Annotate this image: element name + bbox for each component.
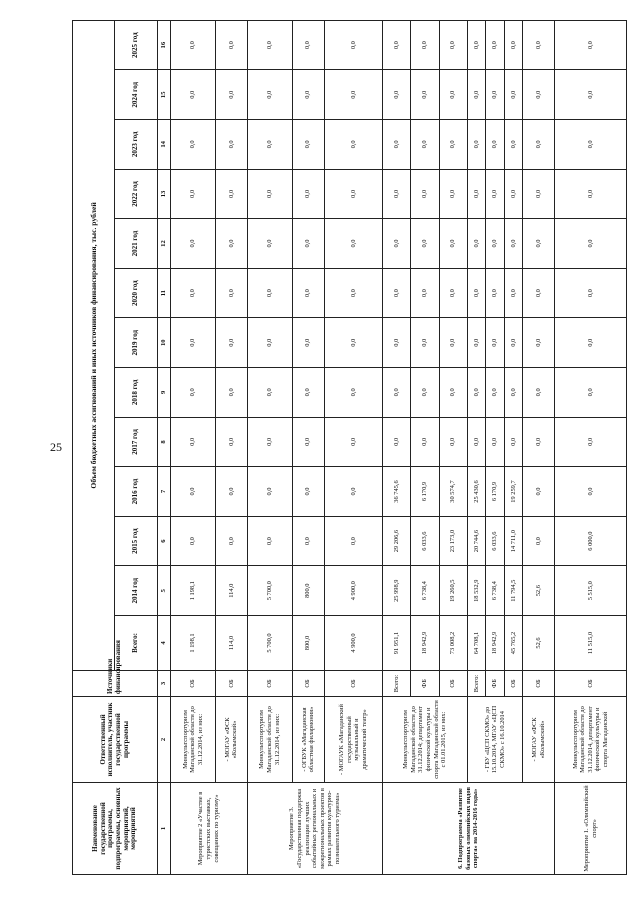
value-cell: 0,0 — [523, 417, 555, 467]
value-cell: 0,0 — [439, 318, 467, 368]
value-cell: 0,0 — [247, 318, 292, 368]
value-cell: 0,0 — [439, 417, 467, 467]
value-cell: 0,0 — [439, 70, 467, 120]
value-cell: 0,0 — [523, 120, 555, 170]
value-cell: 0,0 — [486, 20, 505, 70]
budget-table-rotated — [72, 20, 627, 875]
value-cell: 0,0 — [215, 318, 247, 368]
value-cell: 6 033,6 — [486, 516, 505, 566]
value-cell: 0,0 — [292, 219, 324, 269]
value-cell: 0,0 — [215, 417, 247, 467]
column-number: 1 — [157, 783, 170, 875]
table-row — [555, 20, 627, 874]
value-cell: 0,0 — [504, 219, 523, 269]
value-cell: 0,0 — [486, 318, 505, 368]
table-row — [324, 20, 382, 874]
header-year: 2015 год — [115, 516, 157, 566]
header-year: 2024 год — [115, 70, 157, 120]
value-cell: 800,0 — [292, 616, 324, 671]
value-cell: 0,0 — [439, 20, 467, 70]
value-cell: 0,0 — [170, 516, 215, 566]
header-year: 2021 год — [115, 219, 157, 269]
value-cell: 6 738,4 — [486, 566, 505, 616]
value-cell: 0,0 — [411, 268, 439, 318]
value-cell: 0,0 — [215, 70, 247, 120]
value-cell: 0,0 — [215, 467, 247, 517]
value-cell: 0,0 — [439, 219, 467, 269]
value-cell: 0,0 — [486, 368, 505, 418]
value-cell: 0,0 — [486, 70, 505, 120]
value-cell: 0,0 — [324, 219, 382, 269]
value-cell: 6 033,6 — [411, 516, 439, 566]
value-cell: 0,0 — [486, 169, 505, 219]
value-cell: 0,0 — [324, 318, 382, 368]
value-cell: 0,0 — [555, 368, 627, 418]
executor-cell: - МОГАУ «ФСК «Колымский» — [523, 697, 555, 783]
header-year: 2018 год — [115, 368, 157, 418]
value-cell: 29 206,6 — [383, 516, 411, 566]
value-cell: 114,0 — [215, 566, 247, 616]
source-cell: ОБ — [292, 671, 324, 697]
value-cell: 0,0 — [555, 20, 627, 70]
value-cell: 0,0 — [247, 368, 292, 418]
column-number: 11 — [157, 268, 170, 318]
value-cell: 0,0 — [555, 417, 627, 467]
value-cell: 0,0 — [504, 169, 523, 219]
value-cell: 5 700,0 — [247, 566, 292, 616]
value-cell: 0,0 — [383, 417, 411, 467]
value-cell: 0,0 — [467, 169, 486, 219]
value-cell: 1 198,1 — [170, 616, 215, 671]
column-number: 6 — [157, 516, 170, 566]
table-row — [170, 20, 215, 874]
value-cell: 0,0 — [411, 219, 439, 269]
value-cell: 0,0 — [170, 20, 215, 70]
value-cell: 0,0 — [411, 368, 439, 418]
value-cell: 0,0 — [383, 120, 411, 170]
value-cell: 0,0 — [247, 20, 292, 70]
value-cell: 0,0 — [292, 368, 324, 418]
page-number: 25 — [50, 440, 62, 454]
value-cell: 0,0 — [467, 219, 486, 269]
value-cell: 64 708,1 — [467, 616, 486, 671]
column-number: 8 — [157, 417, 170, 467]
value-cell: 0,0 — [247, 417, 292, 467]
value-cell: 5 515,0 — [555, 566, 627, 616]
value-cell: 19 259,7 — [504, 467, 523, 517]
value-cell: 5 700,0 — [247, 616, 292, 671]
executor-cell: Минкультспортуризм Магаданской области до 31.12.2014, департамент физической культуры и спорта Магаданской — [555, 697, 627, 783]
source-cell: ОБ — [247, 671, 292, 697]
budget-table — [72, 20, 627, 875]
source-cell: ОБ — [555, 671, 627, 697]
source-cell: ОБ — [324, 671, 382, 697]
value-cell: 0,0 — [383, 318, 411, 368]
source-cell: ФБ — [486, 671, 505, 697]
value-cell: 0,0 — [555, 268, 627, 318]
measure-name: Мероприятие 3. «Государственная поддержка реализации лучших событийных региональных и межрегиональных проектов в рамках развития культурно-познавательного туризма» — [247, 783, 382, 875]
value-cell: 18 942,9 — [486, 616, 505, 671]
value-cell: 0,0 — [439, 120, 467, 170]
source-cell: ФБ — [411, 671, 439, 697]
value-cell: 114,0 — [215, 616, 247, 671]
column-number: 14 — [157, 120, 170, 170]
value-cell: 0,0 — [292, 318, 324, 368]
value-cell: 800,0 — [292, 566, 324, 616]
value-cell: 0,0 — [215, 120, 247, 170]
value-cell: 0,0 — [486, 120, 505, 170]
value-cell: 0,0 — [292, 516, 324, 566]
header-executor: Ответственный исполнитель, участник государственной программы — [73, 697, 158, 783]
source-cell: ОБ — [170, 671, 215, 697]
value-cell: 0,0 — [523, 368, 555, 418]
value-cell: 0,0 — [170, 417, 215, 467]
header-volume: Объем бюджетных ассигнований и иных источников финансирования, тыс. рублей — [73, 20, 115, 670]
header-year: 2023 год — [115, 120, 157, 170]
value-cell: 0,0 — [411, 417, 439, 467]
value-cell: 0,0 — [523, 467, 555, 517]
value-cell: 0,0 — [247, 268, 292, 318]
value-cell: 0,0 — [247, 120, 292, 170]
value-cell: 6 170,9 — [486, 467, 505, 517]
value-cell: 0,0 — [215, 169, 247, 219]
value-cell: 1 198,1 — [170, 566, 215, 616]
value-cell: 0,0 — [523, 219, 555, 269]
value-cell: 18 942,9 — [411, 616, 439, 671]
value-cell: 0,0 — [383, 219, 411, 269]
value-cell: 0,0 — [411, 20, 439, 70]
value-cell: 0,0 — [324, 120, 382, 170]
executor-cell: - ГБУ «ЦСП СКМО» до 15.10.2014, МГАУ «ЦСП СКМО» с 16.10.2014 — [467, 697, 523, 783]
measure-name: Мероприятие 1. «Олимпийский спорт» — [555, 783, 627, 875]
value-cell: 0,0 — [324, 268, 382, 318]
header-source: Источники финансирования — [73, 671, 158, 697]
value-cell: 23 173,0 — [439, 516, 467, 566]
value-cell: 0,0 — [467, 417, 486, 467]
value-cell: 25 998,9 — [383, 566, 411, 616]
value-cell: 0,0 — [486, 219, 505, 269]
value-cell: 0,0 — [504, 120, 523, 170]
column-number: 5 — [157, 566, 170, 616]
value-cell: 0,0 — [247, 219, 292, 269]
value-cell: 0,0 — [247, 467, 292, 517]
value-cell: 0,0 — [555, 169, 627, 219]
source-cell: Всего: — [467, 671, 486, 697]
value-cell: 0,0 — [215, 268, 247, 318]
source-cell: ОБ — [439, 671, 467, 697]
value-cell: 0,0 — [555, 467, 627, 517]
value-cell: 0,0 — [170, 318, 215, 368]
value-cell: 0,0 — [324, 417, 382, 467]
value-cell: 0,0 — [439, 368, 467, 418]
measure-name: Мероприятие 2 «Участие в туристских выставках, совещаниях по туризму» — [170, 783, 247, 875]
table-body — [73, 20, 627, 874]
value-cell: 0,0 — [324, 20, 382, 70]
value-cell: 0,0 — [324, 70, 382, 120]
value-cell: 4 900,0 — [324, 616, 382, 671]
source-cell: ОБ — [523, 671, 555, 697]
value-cell: 0,0 — [292, 70, 324, 120]
value-cell: 0,0 — [555, 219, 627, 269]
value-cell: 0,0 — [215, 219, 247, 269]
value-cell: 0,0 — [170, 219, 215, 269]
table-row — [523, 20, 555, 874]
value-cell: 6 738,4 — [411, 566, 439, 616]
header-name: Наименование государственной программы, подпрограммы, основных мероприятий, мероприятий — [73, 783, 158, 875]
value-cell: 0,0 — [504, 318, 523, 368]
value-cell: 0,0 — [383, 169, 411, 219]
value-cell: 0,0 — [170, 70, 215, 120]
value-cell: 0,0 — [292, 467, 324, 517]
table-row — [383, 20, 411, 874]
value-cell: 0,0 — [215, 20, 247, 70]
header-year: 2014 год — [115, 566, 157, 616]
value-cell: 0,0 — [383, 20, 411, 70]
column-number: 7 — [157, 467, 170, 517]
value-cell: 0,0 — [467, 368, 486, 418]
table-row — [292, 20, 324, 874]
value-cell: 0,0 — [215, 516, 247, 566]
source-cell: ОБ — [504, 671, 523, 697]
header-year: 2019 год — [115, 318, 157, 368]
value-cell: 0,0 — [215, 368, 247, 418]
value-cell: 0,0 — [523, 20, 555, 70]
value-cell: 0,0 — [170, 268, 215, 318]
value-cell: 0,0 — [523, 169, 555, 219]
column-number: 2 — [157, 697, 170, 783]
value-cell: 25 430,6 — [467, 467, 486, 517]
value-cell: 0,0 — [324, 368, 382, 418]
value-cell: 0,0 — [411, 70, 439, 120]
value-cell: 18 532,9 — [467, 566, 486, 616]
header-year: 2025 год — [115, 20, 157, 70]
value-cell: 0,0 — [292, 169, 324, 219]
executor-cell: Минкультспортуризм Магаданской области до 31.12.2014, из них: — [247, 697, 292, 783]
value-cell: 0,0 — [467, 120, 486, 170]
value-cell: 0,0 — [170, 120, 215, 170]
value-cell: 0,0 — [292, 120, 324, 170]
value-cell: 52,6 — [523, 616, 555, 671]
value-cell: 0,0 — [324, 467, 382, 517]
value-cell: 0,0 — [292, 20, 324, 70]
value-cell: 20 744,6 — [467, 516, 486, 566]
table-row — [247, 20, 292, 874]
value-cell: 52,6 — [523, 566, 555, 616]
measure-name: 6. Подпрограмма «Развитие базовых олимпийских видов спорта» на 2014-2016 годы» — [383, 783, 555, 875]
value-cell: 0,0 — [383, 70, 411, 120]
value-cell: 0,0 — [555, 120, 627, 170]
value-cell: 0,0 — [170, 467, 215, 517]
column-number: 15 — [157, 70, 170, 120]
value-cell: 0,0 — [504, 20, 523, 70]
value-cell: 0,0 — [170, 368, 215, 418]
column-number: 10 — [157, 318, 170, 368]
value-cell: 0,0 — [292, 268, 324, 318]
column-number: 9 — [157, 368, 170, 418]
value-cell: 0,0 — [523, 268, 555, 318]
executor-cell: Минкультспортуризм Магаданской области до 31.12.2014, из них: — [170, 697, 215, 783]
value-cell: 0,0 — [324, 516, 382, 566]
value-cell: 0,0 — [383, 268, 411, 318]
value-cell: 11 794,5 — [504, 566, 523, 616]
value-cell: 14 711,0 — [504, 516, 523, 566]
value-cell: 0,0 — [170, 169, 215, 219]
value-cell: 0,0 — [555, 318, 627, 368]
source-cell: ОБ — [215, 671, 247, 697]
value-cell: 0,0 — [467, 318, 486, 368]
header-year: 2020 год — [115, 268, 157, 318]
value-cell: 0,0 — [523, 516, 555, 566]
header-row-1 — [73, 20, 115, 874]
value-cell: 0,0 — [504, 417, 523, 467]
column-number-row — [157, 20, 170, 874]
column-number: 4 — [157, 616, 170, 671]
header-year: 2022 год — [115, 169, 157, 219]
value-cell: 91 951,1 — [383, 616, 411, 671]
column-number: 13 — [157, 169, 170, 219]
column-number: 3 — [157, 671, 170, 697]
value-cell: 0,0 — [486, 417, 505, 467]
value-cell: 0,0 — [411, 318, 439, 368]
header-year: 2016 год — [115, 467, 157, 517]
value-cell: 0,0 — [486, 268, 505, 318]
value-cell: 30 574,7 — [439, 467, 467, 517]
value-cell: 0,0 — [383, 368, 411, 418]
value-cell: 36 745,6 — [383, 467, 411, 517]
value-cell: 0,0 — [411, 120, 439, 170]
value-cell: 0,0 — [555, 70, 627, 120]
column-number: 16 — [157, 20, 170, 70]
source-cell: Всего: — [383, 671, 411, 697]
value-cell: 11 515,0 — [555, 616, 627, 671]
executor-cell: - МОГАУ «ФСК «Колымский» — [215, 697, 247, 783]
executor-cell: - МОГАУК «Магаданский государственный музыкальный и драматический театр» — [324, 697, 382, 783]
column-number: 12 — [157, 219, 170, 269]
value-cell: 0,0 — [439, 169, 467, 219]
value-cell: 6 170,9 — [411, 467, 439, 517]
value-cell: 19 260,5 — [439, 566, 467, 616]
header-total: Всего: — [115, 616, 157, 671]
table-row — [467, 20, 486, 874]
value-cell: 0,0 — [467, 70, 486, 120]
value-cell: 45 765,2 — [504, 616, 523, 671]
header-year: 2017 год — [115, 417, 157, 467]
value-cell: 0,0 — [247, 169, 292, 219]
value-cell: 73 008,2 — [439, 616, 467, 671]
value-cell: 0,0 — [439, 268, 467, 318]
value-cell: 0,0 — [292, 417, 324, 467]
value-cell: 6 000,0 — [555, 516, 627, 566]
value-cell: 0,0 — [504, 368, 523, 418]
value-cell: 0,0 — [523, 70, 555, 120]
executor-cell: Минкультспортуризм Магаданской области до 31.12.2014; департамент физической культуры и спорта Магаданской области с 01.01.2015, из них: — [383, 697, 468, 783]
value-cell: 0,0 — [247, 516, 292, 566]
executor-cell: - ОГБУК «Магаданская областная филармония» — [292, 697, 324, 783]
value-cell: 4 900,0 — [324, 566, 382, 616]
value-cell: 0,0 — [523, 318, 555, 368]
value-cell: 0,0 — [247, 70, 292, 120]
value-cell: 0,0 — [504, 268, 523, 318]
value-cell: 0,0 — [324, 169, 382, 219]
value-cell: 0,0 — [467, 20, 486, 70]
value-cell: 0,0 — [504, 70, 523, 120]
table-row — [215, 20, 247, 874]
value-cell: 0,0 — [411, 169, 439, 219]
value-cell: 0,0 — [467, 268, 486, 318]
